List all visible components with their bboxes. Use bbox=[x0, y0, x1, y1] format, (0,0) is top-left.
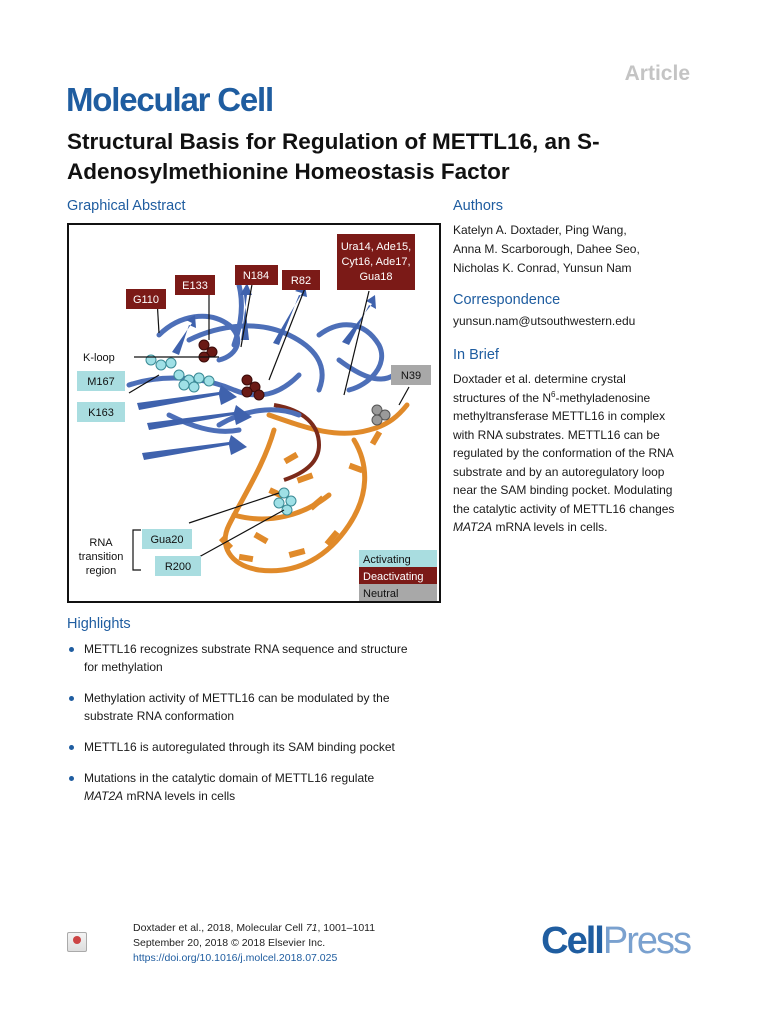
graphical-abstract-figure bbox=[67, 223, 441, 603]
gene-name: MAT2A bbox=[84, 789, 124, 803]
highlight-text: Mutations in the catalytic domain of METTL16 regulate bbox=[84, 771, 375, 785]
citation-line bbox=[133, 921, 375, 936]
logo-text: Cell bbox=[541, 920, 603, 962]
label-g110: G110 bbox=[132, 294, 160, 306]
citation-fragment: , 1001–1011 bbox=[317, 922, 376, 934]
highlights-list bbox=[67, 640, 447, 818]
label-cyt16: Cyt16, Ade17, bbox=[341, 256, 411, 268]
label-r82: R82 bbox=[290, 275, 312, 287]
label-r200: R200 bbox=[164, 561, 192, 573]
label-gua20: Gua20 bbox=[150, 534, 184, 546]
brief-line: methyltransferase METTL16 in complex bbox=[453, 409, 666, 423]
legend-deactivating: Deactivating bbox=[363, 571, 424, 583]
highlight-text: for methylation bbox=[84, 660, 163, 674]
rna-transition-bracket bbox=[133, 530, 141, 570]
authors-heading: Authors bbox=[453, 198, 503, 214]
cellpress-logo bbox=[541, 920, 690, 963]
bullet-icon bbox=[69, 696, 74, 701]
superscript: 6 bbox=[551, 389, 556, 399]
graphical-abstract-heading: Graphical Abstract bbox=[67, 198, 186, 214]
brief-line: regulated by the conformation of the RNA bbox=[453, 446, 674, 460]
label-region: region bbox=[85, 565, 117, 577]
highlight-item bbox=[67, 769, 447, 805]
label-kloop: K-loop bbox=[83, 352, 115, 364]
author-line: Katelyn A. Doxtader, Ping Wang, bbox=[453, 223, 627, 237]
brief-line: near the SAM binding pocket. Modulating bbox=[453, 483, 673, 497]
brief-fragment: structures of the N bbox=[453, 390, 552, 405]
legend-neutral: Neutral bbox=[363, 588, 399, 600]
brief-line bbox=[453, 518, 723, 537]
logo-text: Press bbox=[602, 920, 690, 962]
label-ura14: Ura14, Ade15, bbox=[340, 241, 412, 253]
brief-line: with RNA substrates. METTL16 can be bbox=[453, 427, 660, 442]
label-transition: transition bbox=[78, 551, 124, 563]
correspondence-heading: Correspondence bbox=[453, 292, 561, 308]
in-brief-heading: In Brief bbox=[453, 347, 499, 363]
legend-activating: Activating bbox=[363, 554, 411, 566]
check-for-updates-icon[interactable] bbox=[67, 932, 87, 952]
author-line: Nicholas K. Conrad, Yunsun Nam bbox=[453, 261, 632, 275]
bullet-icon bbox=[69, 647, 74, 652]
doi-link[interactable]: https://doi.org/10.1016/j.molcel.2018.07.025 bbox=[133, 952, 338, 964]
highlight-text: Methylation activity of METTL16 can be modulated by the bbox=[84, 691, 390, 705]
highlight-item bbox=[67, 689, 447, 725]
correspondence-email[interactable]: yunsun.nam@utsouthwestern.edu bbox=[453, 314, 636, 328]
brief-line: Doxtader et al. determine crystal bbox=[453, 372, 626, 386]
label-m167: M167 bbox=[87, 376, 115, 388]
volume-number: 71 bbox=[305, 922, 318, 934]
brief-fragment: mRNA levels in cells. bbox=[492, 520, 608, 534]
label-n184: N184 bbox=[242, 270, 270, 282]
brief-line: substrate and by an autoregulatory loop bbox=[453, 464, 665, 479]
gene-name: MAT2A bbox=[453, 520, 493, 534]
citation-footer bbox=[133, 921, 375, 966]
label-rna: RNA bbox=[89, 537, 113, 549]
article-title: Structural Basis for Regulation of METTL16, an S-Adenosylmethionine Homeostasis Factor bbox=[67, 129, 600, 184]
highlight-text: METTL16 recognizes substrate RNA sequence and structure bbox=[84, 642, 408, 656]
highlight-text bbox=[84, 787, 447, 805]
label-gua18: Gua18 bbox=[359, 271, 393, 283]
highlight-text: METTL16 is autoregulated through its SAM binding pocket bbox=[84, 740, 395, 754]
journal-name: Molecular Cell bbox=[66, 81, 273, 118]
highlight-item bbox=[67, 738, 447, 756]
article-type-label: Article bbox=[624, 62, 690, 85]
highlight-text: substrate RNA conformation bbox=[84, 709, 235, 723]
in-brief-text bbox=[453, 370, 723, 537]
brief-line bbox=[453, 389, 723, 408]
citation-fragment: Doxtader et al., 2018, Molecular Cell bbox=[133, 922, 306, 934]
label-k163: K163 bbox=[88, 407, 114, 419]
author-list bbox=[453, 221, 713, 278]
structure-illustration bbox=[69, 225, 439, 601]
brief-line: the catalytic activity of METTL16 changes bbox=[453, 501, 675, 516]
label-n39: N39 bbox=[400, 370, 422, 382]
highlight-fragment: mRNA levels in cells bbox=[123, 789, 236, 803]
highlights-heading: Highlights bbox=[67, 616, 131, 632]
brief-fragment: -methyladenosine bbox=[555, 390, 651, 405]
highlight-item bbox=[67, 640, 447, 676]
citation-date: September 20, 2018 © 2018 Elsevier Inc. bbox=[133, 937, 326, 949]
bullet-icon bbox=[69, 776, 74, 781]
label-e133: E133 bbox=[182, 280, 208, 292]
author-line: Anna M. Scarborough, Dahee Seo, bbox=[453, 242, 640, 256]
bullet-icon bbox=[69, 745, 74, 750]
